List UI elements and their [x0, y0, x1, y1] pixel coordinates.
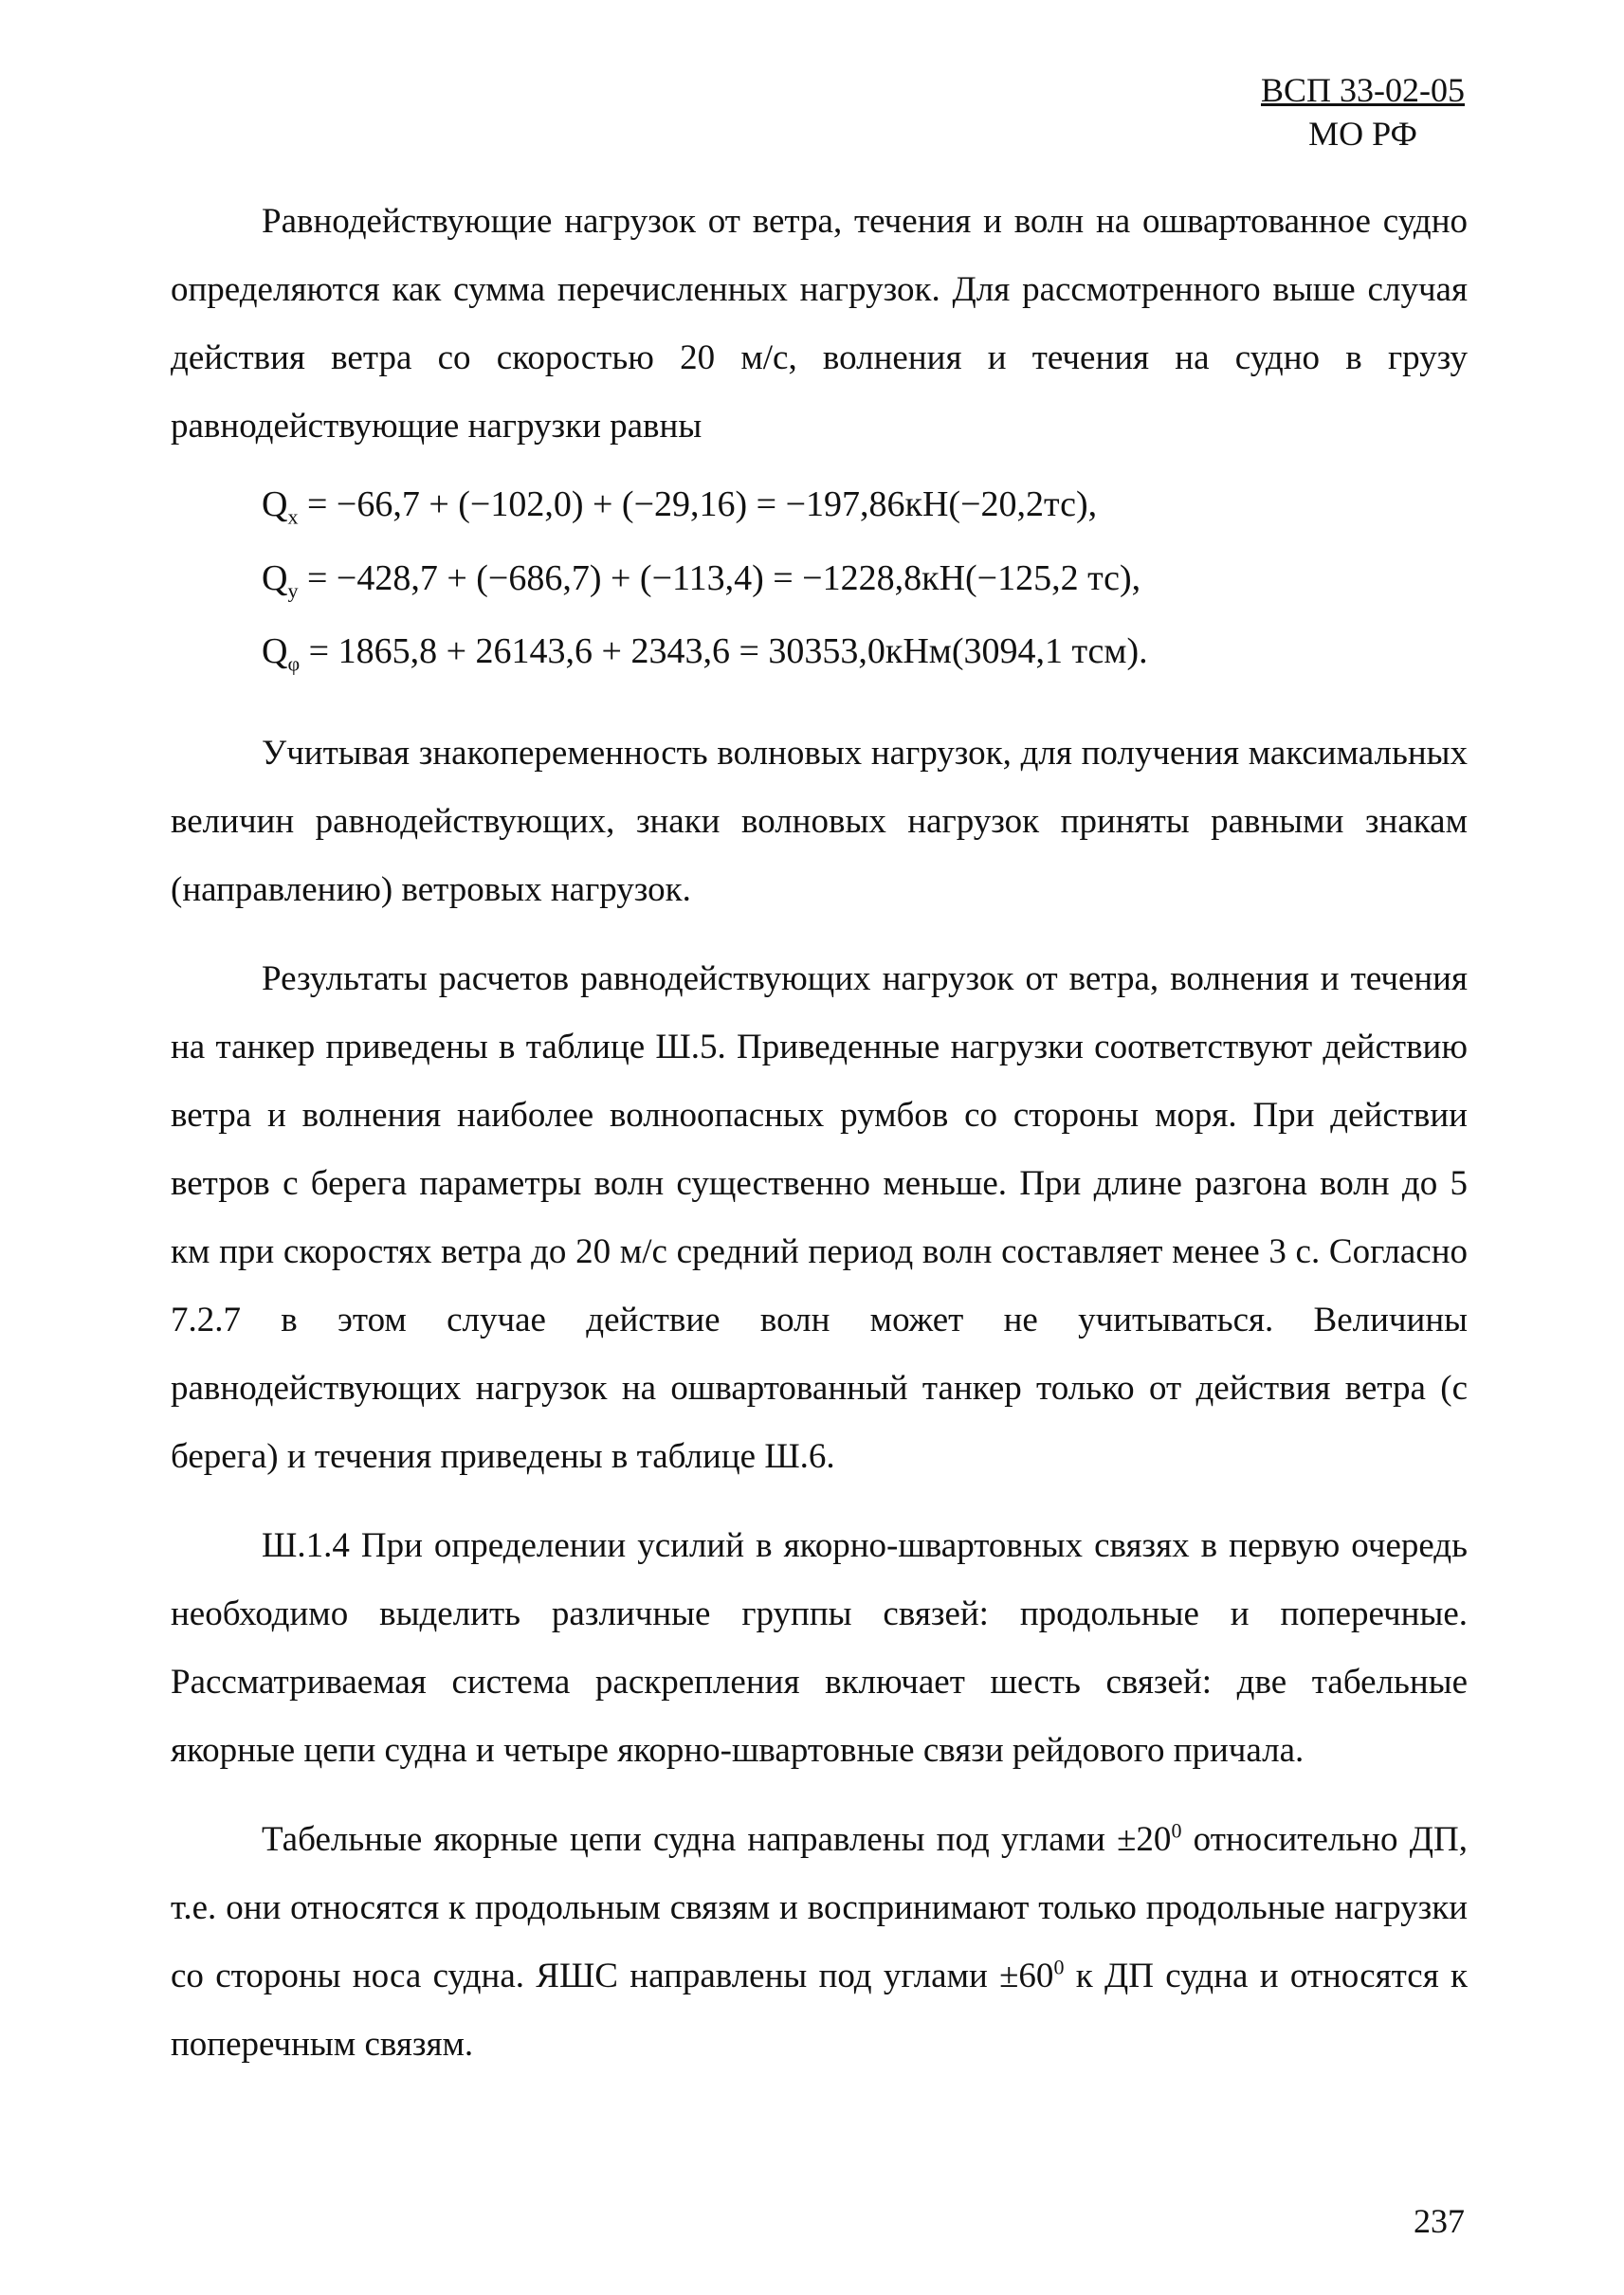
paragraph-resultant-loads: Равнодействующие нагрузок от ветра, течения и волн на ошвартованное судно определяются как сумма перечисленных нагрузок. Для рассмотренного выше случая действия ветра со скоростью 20 м/с, волнения и течения на судно в грузу равнодействующие нагрузки равны	[171, 202, 1468, 446]
paragraph-wave-loads: Учитывая знакопеременность волновых нагрузок, для получения максимальных величин равнодействующих, знаки волновых нагрузок приняты равными знакам (направлению) ветровых нагрузок.	[171, 733, 1468, 909]
formula-qx	[262, 474, 1468, 548]
organization: МО РФ	[1308, 115, 1417, 153]
formula-qphi	[262, 621, 1468, 695]
formula-expression: = −428,7 + (−686,7) + (−113,4) = −1228,8кН(−125,2 тс),	[298, 557, 1141, 598]
formula-symbol: $Q_y$	[262, 557, 299, 603]
body-text	[171, 188, 1468, 2079]
paragraph-anchor-chains: Табельные якорные цепи судна направлены под углами $\pm 20^0$ относительно ДП, т.е. они относятся к продольным связям и воспринимают только продольные нагрузки со стороны носа судна. ЯШС направлены под углами $\pm 60^0$ к ДП судна и относятся к поперечным связям.	[171, 1818, 1468, 2064]
formula-qy	[262, 548, 1468, 622]
formula-expression: = −66,7 + (−102,0) + (−29,16) = −197,86кН(−20,2тс),	[298, 484, 1098, 524]
formula-block	[171, 474, 1468, 695]
paragraph-calculation-results: Результаты расчетов равнодействующих нагрузок от ветра, волнения и течения на танкер приведены в таблице Ш.5. Приведенные нагрузки соответствуют действию ветра и волнения наиболее волноопасных румбов со стороны моря. При действии ветров с берега параметры волн существенно меньше. При длине разгона волн до 5 км при скоростях ветра до 20 м/с средний период волн составляет менее 3 с. Согласно 7.2.7 в этом случае действие волн может не учитываться. Величины равнодействующих нагрузок на ошвартованный танкер только от действия ветра (с берега) и течения приведены в таблице Ш.6.	[171, 958, 1468, 1476]
page-number: 237	[1414, 2202, 1465, 2240]
formula-symbol: $Q_x$	[262, 484, 299, 529]
formula-symbol: $Q_\varphi$	[262, 631, 301, 676]
standard-code: ВСП 33-02-05	[1261, 71, 1465, 109]
formula-expression: = 1865,8 + 26143,6 + 2343,6 = 30353,0кНм(3094,1 тсм).	[300, 631, 1148, 672]
document-header	[1261, 68, 1465, 155]
paragraph-section-sh-1-4: Ш.1.4 При определении усилий в якорно-швартовных связях в первую очередь необходимо выделить различные группы связей: продольные и поперечные. Рассматриваемая система раскрепления включает шесть связей: две табельные якорные цепи судна и четыре якорно-швартовные связи рейдового причала.	[171, 1525, 1468, 1770]
